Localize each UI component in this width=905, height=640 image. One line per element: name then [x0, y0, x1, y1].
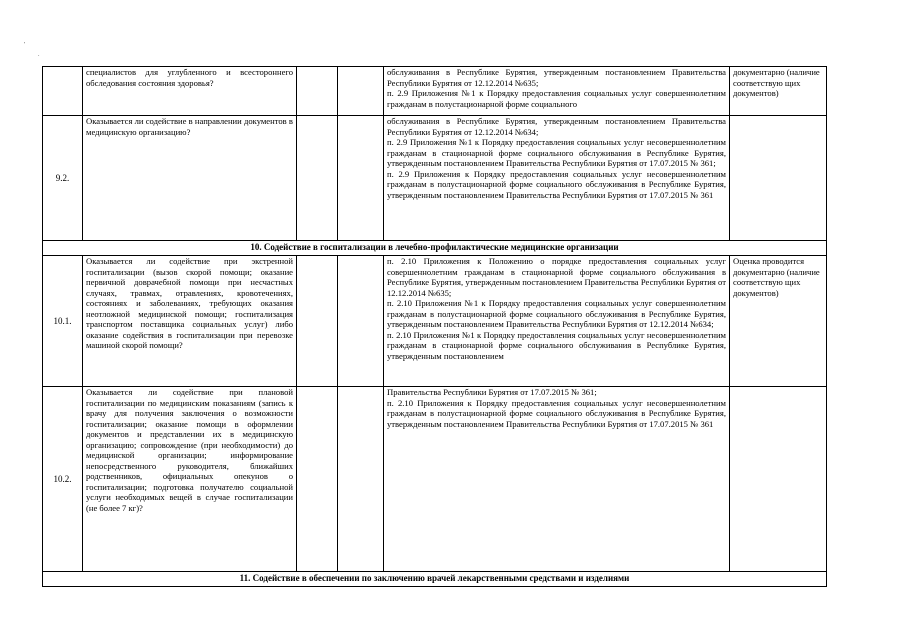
- answer-yes-cell: [297, 387, 338, 572]
- row-number: 9.2.: [43, 116, 83, 241]
- table-row: [43, 116, 827, 241]
- note-cell: документарно (наличие соответствую щих документов): [730, 67, 827, 116]
- answer-no-cell: [338, 387, 384, 572]
- row-number: 10.2.: [43, 387, 83, 572]
- question-cell: специалистов для углубленного и всестороннего обследования состояния здоровья?: [83, 67, 297, 116]
- section-heading: 10. Содействие в госпитализации в лечебно-профилактические медицинские организации: [43, 241, 827, 256]
- answer-yes-cell: [297, 116, 338, 241]
- legal-basis-cell: Правительства Республики Бурятия от 17.07.2015 № 361; п. 2.10 Приложения к Порядку предоставления социальных услуг несовершеннолетним гражданам в полустационарной форме социального обслуживания в Республике Бурятия, утвержденным постановлением Правительства Республики Бурятия от 17.07.2015 № 361: [384, 387, 730, 572]
- checklist-table: [42, 66, 827, 587]
- legal-basis-cell: обслуживания в Республике Бурятия, утвержденным постановлением Правительства Республики Бурятия от 12.12.2014 №635; п. 2.9 Приложения №1 к Порядку предоставления социальных услуг совершеннолетним гражданам в полустационарной форме социального: [384, 67, 730, 116]
- row-number: 10.1.: [43, 256, 83, 387]
- question-cell: Оказывается ли содействие при плановой госпитализации по медицинским показаниям (запись к врачу для получения заключения о возможности госпитализации; оказание помощи в оформлении документов и представлении их в медицинскую организацию; сопровождение (при необходимости) до медицинской организации; информирование непосредственного руководителя, ближайших родственников, официальных опекунов о госпитализации; подготовка получателю социальной услуги необходимых вещей в случае госпитализации (не более 7 кг)?: [83, 387, 297, 572]
- answer-no-cell: [338, 67, 384, 116]
- note-cell: [730, 116, 827, 241]
- answer-no-cell: [338, 256, 384, 387]
- legal-basis-cell: п. 2.10 Приложения к Положению о порядке предоставления социальных услуг совершеннолетним гражданам в стационарной форме социального обслуживания в Республике Бурятия, утвержденным постановлением Правительства Республики Бурятия от 12.12.2014 №635; п. 2.10 Приложения №1 к Порядку предоставления социальных услуг совершеннолетним гражданам в полустационарной форме социального обслуживания в Республике Бурятия, утвержденным постановлением Правительства Республики Бурятия от 12.12.2014 №634; п. 2.10 Приложения №1 к Порядку предоставления социальных услуг несовершеннолетним гражданам в стационарной форме социального обслуживания в Республике Бурятия, утвержденным постановлением: [384, 256, 730, 387]
- section-row: [43, 241, 827, 256]
- answer-yes-cell: [297, 256, 338, 387]
- section-heading: 11. Содействие в обеспечении по заключению врачей лекарственными средствами и изделиями: [43, 572, 827, 587]
- question-cell: Оказывается ли содействие в направлении документов в медицинскую организацию?: [83, 116, 297, 241]
- table-row: [43, 67, 827, 116]
- section-row: [43, 572, 827, 587]
- scan-mark: ': [24, 42, 26, 48]
- note-cell: Оценка проводится документарно (наличие соответствую щих документов): [730, 256, 827, 387]
- answer-yes-cell: [297, 67, 338, 116]
- question-cell: Оказывается ли содействие при экстренной госпитализации (вызов скорой помощи; оказание первичной доврачебной помощи при несчастных случаях, травмах, отравлениях, кровотечениях, состояниях и заболеваниях, требующих оказания неотложной медицинской помощи; госпитализация транспортом поставщика социальных услуг) либо оказание содействия в госпитализации при перевозке машиной скорой помощи?: [83, 256, 297, 387]
- answer-no-cell: [338, 116, 384, 241]
- table-row: [43, 387, 827, 572]
- table-row: [43, 256, 827, 387]
- row-number: [43, 67, 83, 116]
- scan-mark: .: [38, 52, 40, 58]
- note-cell: [730, 387, 827, 572]
- legal-basis-cell: обслуживания в Республике Бурятия, утвержденным постановлением Правительства Республики Бурятия от 12.12.2014 №634; п. 2.9 Приложения №1 к Порядку предоставления социальных услуг несовершеннолетним гражданам в стационарной форме социального обслуживания в Республике Бурятия, утвержденным постановлением Правительства Республики Бурятия от 17.07.2015 № 361; п. 2.9 Приложения к Порядку предоставления социальных услуг несовершеннолетним гражданам в полустационарной форме социального обслуживания в Республике Бурятия, утвержденным постановлением Правительства Республики Бурятия от 17.07.2015 № 361: [384, 116, 730, 241]
